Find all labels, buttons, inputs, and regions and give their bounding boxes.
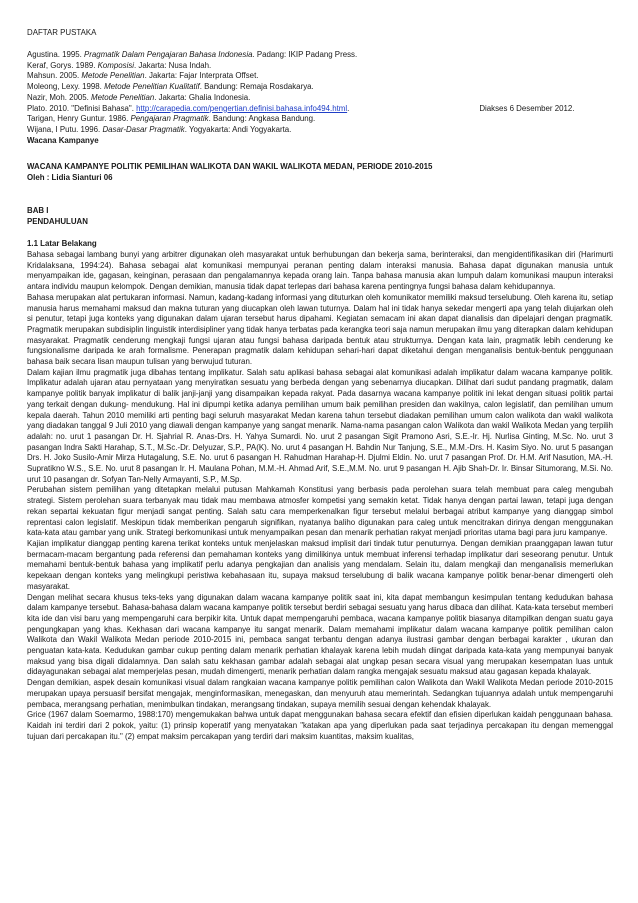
chapter-number: BAB I xyxy=(27,206,49,215)
section-label: Wacana Kampanye xyxy=(27,135,99,145)
article-header xyxy=(27,162,613,183)
body-paragraph: Bahasa sebagai lambang bunyi yang arbitrer digunakan oleh masyarakat untuk berhubungan dan bekerja sama, berinteraksi, dan mengidentifikasikan diri (Harimurti Kridalaksana, 1994:24). Bahasa sebagai alat komunikasi mempunyai peranan penting dalam interaksi manusia. Bahasa dapat digunakan manusia untuk menyampaikan ide, gagasan, keinginan, perasaan dan pengalamannya kepada orang lain. Tanpa bahasa manusia akan lumpuh dalam komunikasi maupun interaksi antara individu maupun kelompok. Dengan demikian, manusia tidak dapat terlepas dari bahasa karena pentingnya fungsi bahasa dalam kehidupannya. xyxy=(27,250,613,292)
reference-entry: Moleong, Lexy. 1998. Metode Penelitian Kualitatif. Bandung: Remaja Rosdakarya. xyxy=(27,82,314,92)
reference-url-link[interactable]: http://carapedia.com/pengertian.definisi.bahasa.info494.html xyxy=(136,103,348,113)
bibliography-heading: DAFTAR PUSTAKA xyxy=(27,28,97,37)
reference-title: Pragmatik Dalam Pengajaran Bahasa Indonesia xyxy=(84,50,253,59)
accessed-date: Diakses 6 Desember 2012. xyxy=(479,103,575,113)
reference-title: Metode Penelitian xyxy=(91,92,155,102)
subsection-heading: 1.1 Latar Belakang xyxy=(27,239,97,248)
body-paragraph: Dalam kajian ilmu pragmatik juga dibahas tentang implikatur. Salah satu aplikasi bahasa sebagai alat komunikasi adalah implikatur dalam wacana kampanye politik. Implikatur adalah ujaran atau pernyataan yang menyiratkan sesuatu yang berbeda dengan yang sebenarnya diucapkan. Dilihat dari sudut pandang pragmatik, dalam kampanye politik banyak implikatur di balik janji-janji yang disampaikan kepada rakyat. Pada dasarnya wacana kampanye politik ini lekat dengan situasi politik partai yang terkait dengan dukung- mendukung. Hal ini dipumpi ketika adanya pemilihan umum baik pemilihan presiden dan wakilnya, calon legislatif, dan pemilihan umum kepala daerah. Tahun 2010 memiliki arti penting bagi seluruh masyarakat Medan karena tahun tersebut diadakan pemilihan umum calon walikota dan wakil walikota yang diadakan tanggal 9 Juli 2010 yang diawali dengan kampanye yang sangat menarik. Nama-nama pasangan calon Walikota dan wakil Walikota Medan yang terpilih adalah: no. urut 1 pasangan Dr. H. Sjahrial R. Anas-Drs. H. Yahya Sumardi. No. urut 2 pasangan Sigit Pramono Asri, S.E.-Ir. Hj. Nurlisa Ginting, M.Sc. No. urut 3 pasangan Indra Sakti Harahap, S.T., M.Sc.-Dr. Delyuzar, S.P., PA(K). No. urut 4 pasangan H. Bahdin Nur Tanjung, S.E., M.M.-Drs. H. Kasim Siyo. No. urut 5 pasangan Drs. H. Joko Susilo-Amir Mirza Hutagalung, S.E. No. urut 6 pasangan H. Rahudman Harahap-H. Djulmi Eldin. No. urut 7 pasangan Prof. Dr. H.M. Arif Nasution, MA.-H. Supratikno W.S., S.E. No. urut 8 pasangan Ir. H. Maulana Pohan, M.M.-H. Ahmad Arif, S.E.,M.M. No. urut 9 pasangan H. Ajib Shah-Dr. Ir. Binsar Situmorang, M.Si. No. urut 10 pasangan dr. Sofyan Tan-Nelly Armayanti, S.P., M.Sp. xyxy=(27,367,613,484)
reference-list xyxy=(27,50,613,146)
reference-entry-plato: Plato. 2010. "Definisi Bahasa". http://carapedia.com/pengertian.definisi.bahasa.info494.html. Diakses 6 Desember 2012. xyxy=(27,103,575,113)
body-paragraph: Kajian implikatur dianggap penting karena terikat konteks untuk menjelaskan maksud implisit dari tindak tutur penuturnya. Dengan demikian praanggapan lawan tutur bermacam-macam bergantung pada referensi dan pemahaman konteks yang dimilikinya untuk membuat inferensi terhadap implikatur dari seseorang penutur. Untuk memahami bentuk-bentuk bahasa yang implikatif perlu adanya pengkajian dan analisis yang mendalam. Selain itu, dalam mengkaji dan menganalisis memerlukan kepekaan dengan konteks yang melingkupi peristiwa kebahasaan itu, supaya maksud terselubung di balik wacana kampanye politik benar-benar dimengerti oleh masyarakat. xyxy=(27,538,613,591)
reference-title: Komposisi xyxy=(97,60,135,70)
chapter-header xyxy=(27,206,613,227)
chapter-title: PENDAHULUAN xyxy=(27,216,88,226)
reference-title: Pengajaran Pragmatik xyxy=(130,114,209,124)
reference-title: Metode Penelitian Kualitatif xyxy=(104,82,200,92)
body-paragraph: Perubahan sistem pemilihan yang ditetapkan melalui putusan Mahkamah Konstitusi yang berbasis pada perolehan suara telah membuat para caleg mengubah strategi. Sistem perolehan suara terbanyak mau tidak mau membawa atmosfer kompetisi yang semakin ketat. Tidak hanya dengan partai lawan, tetapi juga dengan rekan separtai kekuatan figur menjadi sangat penting. Salah satu cara memperkenalkan figur tersebut melalui berbagai atribut kampanye yang dianggap simbol reprentasi calon legislatif. Meskipun tidak memberikan pengaruh signifikan, nyatanya baliho digunakan para caleg untuk mencitrakan dirinya dengan menggunakan kata-kata atau gambar yang unik. Strategi berkomunikasi untuk menyampaikan pesan dan menarik perhatian rakyat menjadi prioritas utama bagi para juru kampanye. xyxy=(27,485,613,538)
reference-entry: Keraf, Gorys. 1989. Komposisi. Jakarta: Nusa Indah. xyxy=(27,60,212,70)
article-title: WACANA KAMPANYE POLITIK PEMILIHAN WALIKOTA DAN WAKIL WALIKOTA MEDAN, PERIODE 2010-2015 xyxy=(27,162,433,171)
reference-title: Dasar-Dasar Pragmatik xyxy=(102,124,185,134)
reference-entry: Nazir, Moh. 2005. Metode Penelitian. Jakarta: Ghalia Indonesia. xyxy=(27,92,251,102)
reference-entry: Tarigan, Henry Guntur. 1986. Pengajaran Pragmatik. Bandung: Angkasa Bandung. xyxy=(27,114,316,124)
subsection-header-block xyxy=(27,239,613,250)
reference-entry: Mahsun. 2005. Metode Penelitian. Jakarta: Fajar Interprata Offset. xyxy=(27,71,259,81)
body-paragraph: Bahasa merupakan alat pertukaran informasi. Namun, kadang-kadang informasi yang dituturkan oleh komunikator memiliki maksud terselubung. Oleh karena itu, setiap manusia harus memahami maksud dan makna tuturan yang diucapkan oleh lawan tuturnya. Dalam hal ini tidak hanya sekedar mengerti apa yang telah diujarkan oleh si penutur, tetapi juga konteks yang digunakan dalam ujaran tersebut harus dipahami. Kegiatan semacam ini akan dapat dianalisis dan dipelajari dengan pragmatik. Pragmatik merupakan subdisiplin linguistik interdisipliner yang tidak hanya terbatas pada kerangka teori saja namun merupakan ilmu yang diterapkan dalam kehidupan masyarakat. Pragmatik cenderung mengkaji fungsi ujaran atau fungsi bahasa daripada bentuk atau strukturnya. Dengan kata lain, pragmatik lebih cenderung ke fungsionalisme daripada ke arah formalisme. Penerapan pragmatik dalam kehidupan sehari-hari dapat diketahui dengan menganalisis bentuk-bentuk penggunaan bahasa baik secara lisan maupun tulisan yang berwujud tuturan. xyxy=(27,292,613,367)
reference-entry: Agustina. 1995. Pragmatik Dalam Pengajaran Bahasa Indonesia. Padang: IKIP Padang Press. xyxy=(27,50,358,59)
reference-entry: Wijana, I Putu. 1996. Dasar-Dasar Pragmatik. Yogyakarta: Andi Yogyakarta. xyxy=(27,124,292,134)
body-paragraph: Dengan melihat secara khusus teks-teks yang digunakan dalam wacana kampanye politik saat ini, kita dapat membangun kesimpulan tentang kedudukan bahasa dalam kampanye tersebut. Bahasa-bahasa dalam wacana kampanye politik tersebut berdiri sebagai sesuatu yang harus dibaca dan dilihat. Kata-kata tersebut memberi kita ide dan visi baru yang mempengaruhi cara berpikir kita. Untuk dapat mempengaruhi pembaca, wacana kampanye politik biasanya ditampilkan dengan suatu gaya pengungkapan yang khas. Kekhasan dari wacana kampanye itu sangat menarik. Dalam memahami implikatur dalam wacana kampanye politik pemilihan calon Walikota dan Wakil Walikota Medan periode 2010-2015 ini, pembaca sangat terbantu dengan adanya ilustrasi gambar dengan berbagai karakter , ukuran dan penguatan kata-kata. Kedudukan gambar cukup penting dalam menarik perhatian khalayak karena lebih mudah diingat daripada kata-kata yang mempunyai banyak maksud yang bisa digali didalamnya. Dan salah satu kekhasan gambar adalah sebagai alat ungkap pesan secara visual yang merupakan kesempatan luas untuk didayagunakan sebagai alat memperjelas pesan, mudah dimengerti, menarik perhatian dalam rangka mengajak sesuatu maksud atau gagasan kepada khalayak. xyxy=(27,592,613,677)
body-paragraph: Dengan demikian, aspek desain komunikasi visual dalam rangkaian wacana kampanye politik pemilihan calon Walikota dan Wakil Walikota Medan periode 2010-2015 merupakan upaya persuasif bersifat mengajak, menginformasikan, menegaskan, dan menyuruh atau memerintah. Sedangkan tujuannya adalah untuk mempengaruhi pembaca, merangsang perhatian, menimbulkan tindakan, merangsang tindakan, supaya memilih sesuai dengan kehendak khalayak. xyxy=(27,678,613,709)
body-paragraph: Grice (1967 dalam Soemarmo, 1988:170) mengemukakan bahwa untuk dapat menggunakan bahasa secara efektif dan efisien diperlukan kaidah penggunaan bahasa. Kaidah ini terdiri dari 2 pokok, yaitu: (1) prinsip koperatif yang menyatakan "katakan apa yang diperlukan pada saat terjadinya percakapan itu dengan memenggal tujuan dari percakapan itu." (2) empat maksim percakapan yang terdiri dari maksim kuantitas, maksim kualitas, xyxy=(27,710,613,741)
reference-title: Metode Penelitian xyxy=(81,71,145,81)
article-author: Oleh : Lidia Sianturi 06 xyxy=(27,172,113,182)
bibliography-heading-block xyxy=(27,28,613,39)
body-text xyxy=(27,250,613,742)
